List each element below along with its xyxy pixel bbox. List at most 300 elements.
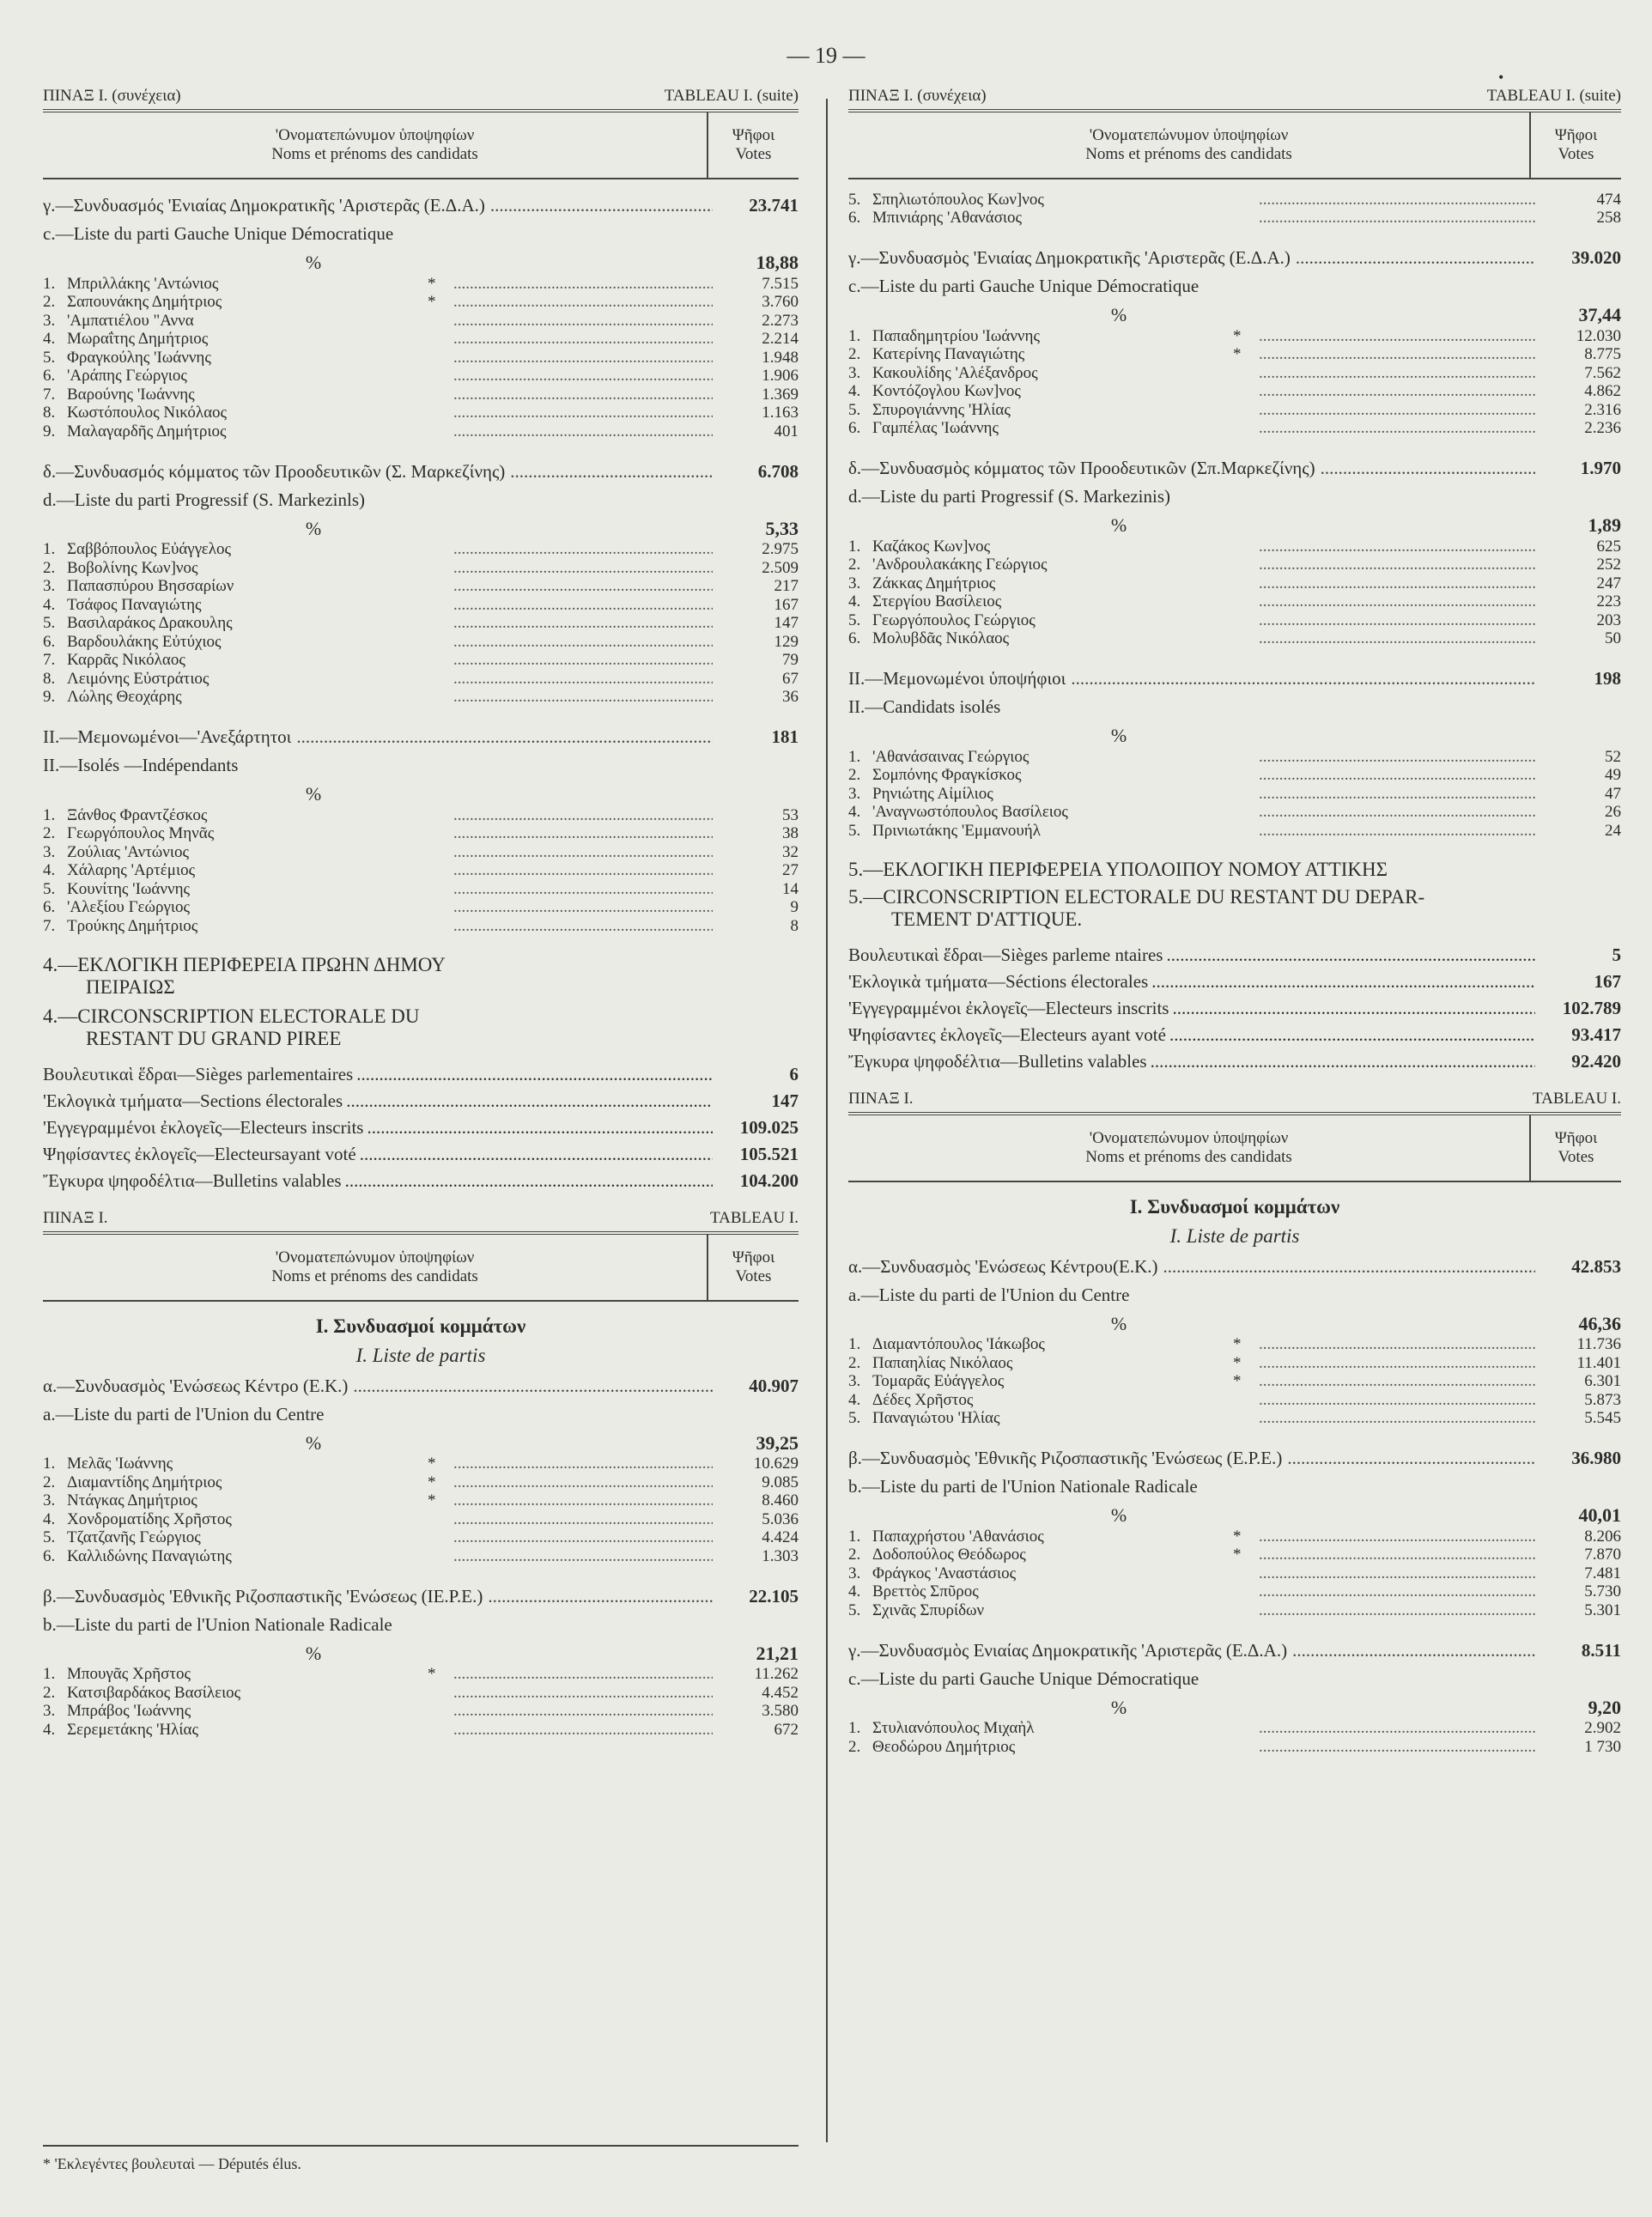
leader-dots [453, 404, 713, 422]
candidate-name: Γαμπέλας 'Ιωάννης [872, 420, 999, 437]
candidate-votes: 5.873 [1584, 1390, 1621, 1409]
stat-value: 105.521 [739, 1143, 799, 1164]
party-title: δ.—Συνδυασμός κόμματος τῶν Προοδευτικῶν (Σ. Μαρκεζίνης) [43, 460, 506, 482]
right-party-blocks [848, 227, 1621, 840]
leader-dots [1259, 1720, 1535, 1737]
candidate-votes: 8.775 [1584, 345, 1621, 363]
candidate-number: 8. [43, 669, 56, 688]
spacer [848, 437, 1621, 453]
leader-dots [1259, 786, 1535, 803]
candidate-number: 5. [43, 614, 56, 632]
leader-dots [1259, 191, 1535, 209]
candidate-row [848, 784, 1621, 803]
candidate-name: Τρούκης Δημήτριος [67, 917, 198, 935]
candidate-number: 6. [43, 898, 56, 916]
leader-dots [1259, 575, 1535, 592]
stat-row [848, 939, 1621, 966]
stat-label: Ψηφίσαντες ἐκλογεῖς—Electeurs ayant voté [848, 1023, 1166, 1045]
stat-row [43, 1059, 799, 1085]
candidate-votes: 11.401 [1576, 1353, 1621, 1372]
candidate-row [43, 651, 799, 670]
leader-dots [453, 1722, 713, 1739]
leader-dots [1259, 365, 1535, 382]
leader-dots [1287, 1640, 1535, 1661]
candidate-row [43, 1720, 799, 1739]
candidate-row [43, 669, 799, 688]
party-subtitle: d.—Liste du parti Progressif (S. Markezinls) [43, 489, 366, 510]
leader-dots [1259, 556, 1535, 574]
candidate-votes: 11.262 [754, 1665, 799, 1683]
party-total: 8.511 [1581, 1639, 1621, 1661]
party-subtitle: b.—Liste du parti de l'Union Nationale Radicale [43, 1613, 392, 1635]
stat-value: 147 [771, 1090, 799, 1111]
footnote: * 'Εκλεγέντες βουλευταὶ — Députés élus. [43, 2145, 799, 2173]
candidate-votes: 3.760 [762, 293, 799, 311]
leader-dots [1259, 328, 1535, 345]
candidate-name: 'Αθανάσαινας Γεώργιος [872, 748, 1029, 766]
candidate-votes: 67 [782, 669, 799, 688]
candidate-row [43, 1491, 799, 1510]
percent-symbol: % [305, 1431, 322, 1454]
stat-value: 102.789 [1562, 997, 1621, 1018]
candidate-name: Θεοδώρου Δημήτριος [872, 1738, 1016, 1756]
party-block [43, 706, 799, 935]
leader-dots [1259, 420, 1535, 437]
candidate-row [848, 766, 1621, 785]
candidate-number: 1. [43, 805, 56, 824]
candidate-number: 1. [848, 747, 861, 766]
percent-symbol: % [1110, 514, 1127, 536]
candidate-row [848, 1582, 1621, 1601]
candidate-row [848, 1527, 1621, 1546]
candidate-votes: 5.730 [1584, 1582, 1621, 1600]
candidate-name: Τζατζανῆς Γεώργιος [67, 1529, 201, 1546]
candidate-votes: 2.902 [1584, 1719, 1621, 1737]
leader-dots [453, 1529, 713, 1546]
percentage-row [43, 1425, 799, 1455]
leader-dots [1259, 1739, 1535, 1756]
leader-dots [453, 807, 713, 824]
party-title: γ.—Συνδυασμὸς 'Ενιαίας Δημοκρατικῆς 'Αριστερᾶς (Ε.Δ.Α.) [848, 247, 1291, 268]
header-left-fr: TABLEAU I. (suite) [664, 87, 799, 105]
candidate-row [848, 556, 1621, 574]
candidate-row [43, 558, 799, 577]
candidate-name: Λώλης Θεοχάρης [67, 689, 182, 706]
right-column [848, 82, 1621, 1756]
candidate-votes: 1 730 [1584, 1737, 1621, 1756]
leader-dots [1259, 593, 1535, 610]
leader-dots [291, 726, 713, 748]
percentage-row [848, 297, 1621, 326]
candidate-row [43, 916, 799, 935]
percent-symbol: % [1110, 1312, 1127, 1334]
candidate-votes: 2.236 [1584, 419, 1621, 437]
party-subtitle: c.—Liste du parti Gauche Unique Démocratique [848, 1667, 1200, 1689]
candidate-number: 6. [848, 209, 861, 227]
candidate-row [43, 540, 799, 559]
candidate-row [848, 1390, 1621, 1409]
candidate-votes: 53 [782, 805, 799, 824]
candidate-name: Σερεμετάκης 'Ηλίας [67, 1721, 198, 1739]
percentage-row [43, 245, 799, 274]
party-total: 1.970 [1580, 458, 1621, 478]
candidate-name: Ζούλιας 'Αντώνιος [67, 843, 190, 861]
candidate-row [43, 1702, 799, 1721]
candidate-number: 6. [43, 632, 56, 651]
col-name-fr: Noms et prénoms des candidats [271, 145, 478, 163]
candidate-name: Πρινιωτάκης 'Εμμανουήλ [872, 822, 1041, 840]
leader-dots [1166, 1024, 1535, 1046]
party-block [43, 190, 799, 440]
header-left-gr: ΠΙΝΑΞ I. (συνέχεια) [43, 87, 181, 105]
candidate-votes: 79 [782, 651, 799, 669]
party-block [43, 1370, 799, 1565]
leader-dots [1291, 247, 1535, 269]
party-block [848, 242, 1621, 437]
candidate-name: Τομαρᾶς Εὐάγγελος [872, 1373, 1005, 1390]
candidate-name: Σαββόπουλος Εὐάγγελος [67, 541, 231, 558]
leader-dots [1259, 767, 1535, 784]
candidate-row [848, 747, 1621, 766]
candidate-number: 4. [848, 1390, 861, 1409]
candidate-votes: 24 [1605, 821, 1621, 840]
candidate-votes: 247 [1596, 574, 1621, 592]
candidate-name: Σπυρογιάννης 'Ηλίας [872, 401, 1011, 419]
left-column [43, 82, 799, 1739]
candidate-number: 2. [43, 1683, 56, 1702]
candidate-row [43, 861, 799, 880]
leader-dots [1259, 630, 1535, 647]
elected-marker: * [1233, 1353, 1242, 1372]
party-total: 42.853 [1571, 1255, 1621, 1277]
party-title: α.—Συνδυασμὸς 'Ενώσεως Κέντρου(Ε.Κ.) [848, 1255, 1158, 1277]
candidate-votes: 5.301 [1584, 1600, 1621, 1619]
candidate-number: 3. [43, 842, 56, 861]
leader-dots [453, 634, 713, 651]
stat-label: 'Εγγεγραμμένοι ἐκλογεῖς—Electeurs inscrits [43, 1116, 364, 1138]
percent-symbol: % [305, 783, 322, 805]
candidate-name: 'Ανδρουλακάκης Γεώργιος [872, 556, 1048, 574]
stat-value: 5 [1612, 944, 1621, 965]
candidate-number: 4. [848, 382, 861, 400]
stat-label: 'Εκλογικὰ τμήματα—Sections électorales [43, 1090, 343, 1111]
candidate-name: Παναγιώτου 'Ηλίας [872, 1410, 1000, 1427]
candidate-row [43, 842, 799, 861]
party-title: α.—Συνδυασμὸς 'Ενώσεως Κέντρο (Ε.Κ.) [43, 1375, 349, 1396]
leader-dots [453, 615, 713, 632]
elected-marker: * [1233, 1372, 1242, 1390]
right-section-heading: 5.—ΕΚΛΟΓΙΚΗ ΠΕΡΙΦΕΡΕΙΑ ΥΠΟΛΟΙΠΟΥ ΝΟΜΟΥ ΑΤΤΙΚΗΣ 5.—CIRCONSCRIPTION ELECTORALE DU RESTANT DU DEPAR- TEMENT D'ATTIQUE. [848, 858, 1425, 930]
candidate-row [848, 803, 1621, 822]
candidate-number: 1. [43, 540, 56, 558]
spacer [43, 440, 799, 456]
candidate-row [43, 1455, 799, 1473]
elected-marker: * [1233, 326, 1242, 345]
elected-marker: * [428, 1665, 436, 1683]
party-subtitle: a.—Liste du parti de l'Union du Centre [848, 1284, 1130, 1305]
candidate-votes: 11.736 [1576, 1335, 1621, 1353]
candidate-number: 6. [848, 419, 861, 437]
candidate-number: 2. [43, 1473, 56, 1491]
candidate-number: 9. [43, 688, 56, 706]
candidate-name: Παπαχρήστου 'Αθανάσιος [872, 1528, 1044, 1546]
candidate-name: Ντάγκας Δημήτριος [67, 1492, 197, 1509]
candidate-number: 5. [43, 348, 56, 367]
percent-symbol: % [1110, 1696, 1127, 1718]
candidate-row [43, 1509, 799, 1528]
candidate-row [848, 382, 1621, 401]
party-block [848, 1427, 1621, 1619]
percentage-value: 39,25 [756, 1431, 799, 1454]
percent-symbol: % [1110, 725, 1127, 746]
candidate-name: Μελᾶς 'Ιωάννης [67, 1455, 173, 1473]
leader-dots [1259, 612, 1535, 629]
candidate-votes: 1.948 [762, 348, 799, 367]
party-total: 181 [771, 726, 799, 747]
candidate-votes: 2.273 [762, 311, 799, 330]
party-subtitle: II.—Candidats isolés [848, 696, 1001, 717]
candidate-votes: 7.481 [1584, 1564, 1621, 1582]
spacer [848, 1619, 1621, 1635]
spacer [43, 1565, 799, 1581]
candidate-name: Καρρᾶς Νικόλαος [67, 652, 185, 669]
right-header: ΠΙΝΑΞ I. (συνέχεια) TABLEAU I. (suite) [848, 87, 1621, 105]
party-total: 6.708 [757, 460, 799, 482]
candidate-name: Στυλιανόπουλος Μιχαὴλ [872, 1720, 1035, 1737]
leader-dots [1259, 210, 1535, 227]
leader-dots [453, 331, 713, 348]
col-votes-gr: Ψῆφοι [732, 126, 775, 144]
candidate-votes: 8 [790, 916, 799, 935]
stat-row [43, 1085, 799, 1112]
left-party-blocks-2 [43, 1370, 799, 1739]
candidate-name: Σχινᾶς Σπυρίδων [872, 1601, 985, 1619]
candidate-name: Κακουλίδης 'Αλέξανδρος [872, 364, 1038, 382]
candidate-row [43, 404, 799, 422]
stat-row [848, 1019, 1621, 1046]
candidate-name: Σομπόνης Φραγκίσκος [872, 767, 1022, 784]
stat-label: 'Εκλογικὰ τμήματα—Séctions électorales [848, 970, 1149, 992]
candidate-votes: 129 [774, 632, 799, 651]
stat-label: Βουλευτικαὶ ἕδραι—Sièges parleme ntaires [848, 944, 1163, 965]
candidate-number: 1. [848, 326, 861, 345]
candidate-name: Στεργίου Βασίλειος [872, 593, 1002, 610]
candidate-number: 3. [848, 784, 861, 803]
candidate-number: 2. [848, 1353, 861, 1372]
leader-dots [1259, 383, 1535, 400]
candidate-votes: 2.975 [762, 540, 799, 558]
party-title-row [848, 663, 1621, 689]
leader-dots [453, 578, 713, 595]
stat-label: Ψηφίσαντες ἐκλογεῖς—Electeursayant voté [43, 1143, 356, 1164]
percentage-row [43, 1636, 799, 1665]
percentage-value: 40,01 [1578, 1504, 1621, 1526]
candidate-name: Κατερίνης Παναγιώτης [872, 346, 1025, 363]
leader-dots [453, 881, 713, 898]
candidate-votes: 1.163 [762, 404, 799, 422]
candidate-number: 1. [43, 1455, 56, 1473]
leader-dots [453, 844, 713, 861]
stat-label: 'Εγγεγραμμένοι ἐκλογεῖς—Electeurs inscrits [848, 997, 1169, 1018]
candidate-votes: 27 [782, 861, 799, 879]
candidate-votes: 1.369 [762, 385, 799, 404]
leader-dots [453, 541, 713, 558]
candidate-votes: 7.515 [762, 274, 799, 293]
candidate-row [848, 326, 1621, 345]
candidate-row [848, 190, 1621, 209]
candidate-number: 4. [43, 1509, 56, 1528]
candidate-row [848, 209, 1621, 228]
leader-dots [453, 367, 713, 385]
left-heading-gr: I. Συνδυασμοί κομμάτων [315, 1315, 526, 1337]
candidate-row [848, 1335, 1621, 1354]
percentage-row [43, 511, 799, 540]
leader-dots [453, 862, 713, 879]
candidate-votes: 7.562 [1584, 363, 1621, 382]
leader-dots [453, 1703, 713, 1720]
percentage-row [848, 1690, 1621, 1719]
candidate-votes: 258 [1596, 209, 1621, 227]
party-subtitle: a.—Liste du parti de l'Union du Centre [43, 1403, 325, 1424]
leader-dots [1315, 458, 1535, 479]
left-party-blocks [43, 190, 799, 935]
candidate-row [848, 537, 1621, 556]
candidate-row [43, 367, 799, 386]
candidate-name: Κωστόπουλος Νικόλαος [67, 404, 228, 422]
candidate-name: Μωραΐτης Δημήτριος [67, 331, 209, 348]
percent-symbol: % [305, 252, 322, 273]
leader-dots [1259, 1410, 1535, 1427]
elected-marker: * [1233, 1335, 1242, 1353]
leader-dots [453, 825, 713, 842]
candidate-number: 3. [43, 1702, 56, 1720]
candidate-row [848, 363, 1621, 382]
candidate-row [43, 1683, 799, 1702]
candidate-number: 1. [848, 1527, 861, 1546]
candidate-name: Καζάκος Κων]νος [872, 538, 991, 556]
candidate-row [43, 1546, 799, 1565]
candidate-number: 2. [43, 824, 56, 842]
leader-dots [453, 423, 713, 440]
percentage-value: 5,33 [765, 517, 799, 539]
left-stats [43, 1059, 799, 1192]
candidate-votes: 672 [774, 1720, 799, 1739]
leader-dots [348, 1376, 713, 1397]
candidate-number: 2. [848, 345, 861, 363]
candidate-name: Φραγκούλης 'Ιωάννης [67, 349, 211, 367]
party-total: 36.980 [1571, 1448, 1621, 1468]
leader-dots [1259, 823, 1535, 840]
candidate-row [848, 1372, 1621, 1391]
stat-value: 92.420 [1571, 1050, 1621, 1072]
right-heading-gr: I. Συνδυασμοί κομμάτων [1129, 1195, 1340, 1218]
candidate-name: Μπινιάρης 'Αθανάσιος [872, 210, 1023, 227]
candidate-row [43, 805, 799, 824]
candidate-number: 6. [848, 629, 861, 647]
stat-row [848, 966, 1621, 993]
party-subtitle: c.—Liste du parti Gauche Unique Démocratique [848, 276, 1200, 296]
stat-value: 93.417 [1571, 1023, 1621, 1045]
candidate-number: 3. [848, 574, 861, 592]
leader-dots [453, 349, 713, 367]
candidate-row [43, 595, 799, 614]
candidate-row [43, 274, 799, 293]
candidate-number: 8. [43, 404, 56, 422]
leader-dots [485, 195, 713, 216]
leader-dots [1259, 1528, 1535, 1546]
elected-marker: * [428, 1491, 436, 1509]
leader-dots [453, 1511, 713, 1528]
left-heading-fr: I. Liste de partis [355, 1344, 486, 1366]
candidate-number: 1. [848, 1719, 861, 1737]
party-title-row [848, 1635, 1621, 1661]
party-block [848, 1619, 1621, 1756]
party-total: 39.020 [1571, 247, 1621, 268]
leader-dots [505, 461, 713, 483]
leader-dots [453, 313, 713, 330]
candidate-number: 4. [43, 861, 56, 879]
candidate-votes: 1.303 [762, 1546, 799, 1565]
percentage-value: 9,20 [1588, 1696, 1621, 1718]
candidate-row [43, 1473, 799, 1491]
candidate-row [43, 898, 799, 917]
party-subtitle: c.—Liste du parti Gauche Unique Démocratique [43, 223, 394, 244]
candidate-votes: 49 [1605, 766, 1621, 784]
leader-dots [1148, 971, 1535, 993]
candidate-votes: 4.424 [762, 1528, 799, 1546]
candidate-row [43, 824, 799, 843]
col-name-gr: 'Ονοματεπώνυμον ὑποψηφίων [275, 126, 475, 144]
candidate-row [43, 688, 799, 707]
elected-marker: * [428, 274, 436, 293]
candidate-row [848, 1719, 1621, 1738]
candidate-votes: 8.460 [762, 1491, 799, 1509]
candidate-number: 5. [848, 400, 861, 419]
candidate-votes: 252 [1596, 556, 1621, 574]
candidate-number: 4. [848, 1582, 861, 1600]
candidate-number: 3. [848, 1564, 861, 1582]
leader-dots [453, 1492, 713, 1509]
candidate-name: Βασιλαράκος Δρακουλης [67, 615, 233, 632]
candidate-name: Ξάνθος Φραντζέσκος [67, 806, 208, 824]
candidate-row [848, 1600, 1621, 1619]
candidate-row [848, 592, 1621, 611]
candidate-number: 5. [43, 1528, 56, 1546]
candidate-row [848, 1546, 1621, 1564]
percentage-row [848, 1497, 1621, 1527]
leader-dots [453, 899, 713, 916]
candidate-name: Ρηνιώτης Αἰμίλιος [872, 785, 993, 803]
candidate-number: 3. [43, 1491, 56, 1509]
candidate-number: 1. [43, 274, 56, 293]
candidate-name: Γεωργόπουλος Γεώργιος [872, 611, 1036, 629]
candidate-name: Παπασπύρου Βησσαρίων [67, 578, 234, 595]
col-votes-fr: Votes [735, 145, 772, 163]
candidate-row [43, 879, 799, 898]
candidate-name: Βρεττὸς Σπῦρος [872, 1583, 979, 1600]
candidate-number: 2. [848, 766, 861, 784]
percentage-row [848, 718, 1621, 747]
candidate-row [43, 422, 799, 440]
spacer [848, 647, 1621, 663]
candidate-name: Μαλαγαρδῆς Δημήτριος [67, 422, 227, 440]
candidate-votes: 6.301 [1584, 1372, 1621, 1390]
candidate-number: 5. [848, 190, 861, 209]
candidate-row [43, 293, 799, 312]
candidate-number: 5. [848, 1600, 861, 1619]
party-total: 23.741 [749, 195, 799, 216]
stat-row [43, 1165, 799, 1192]
